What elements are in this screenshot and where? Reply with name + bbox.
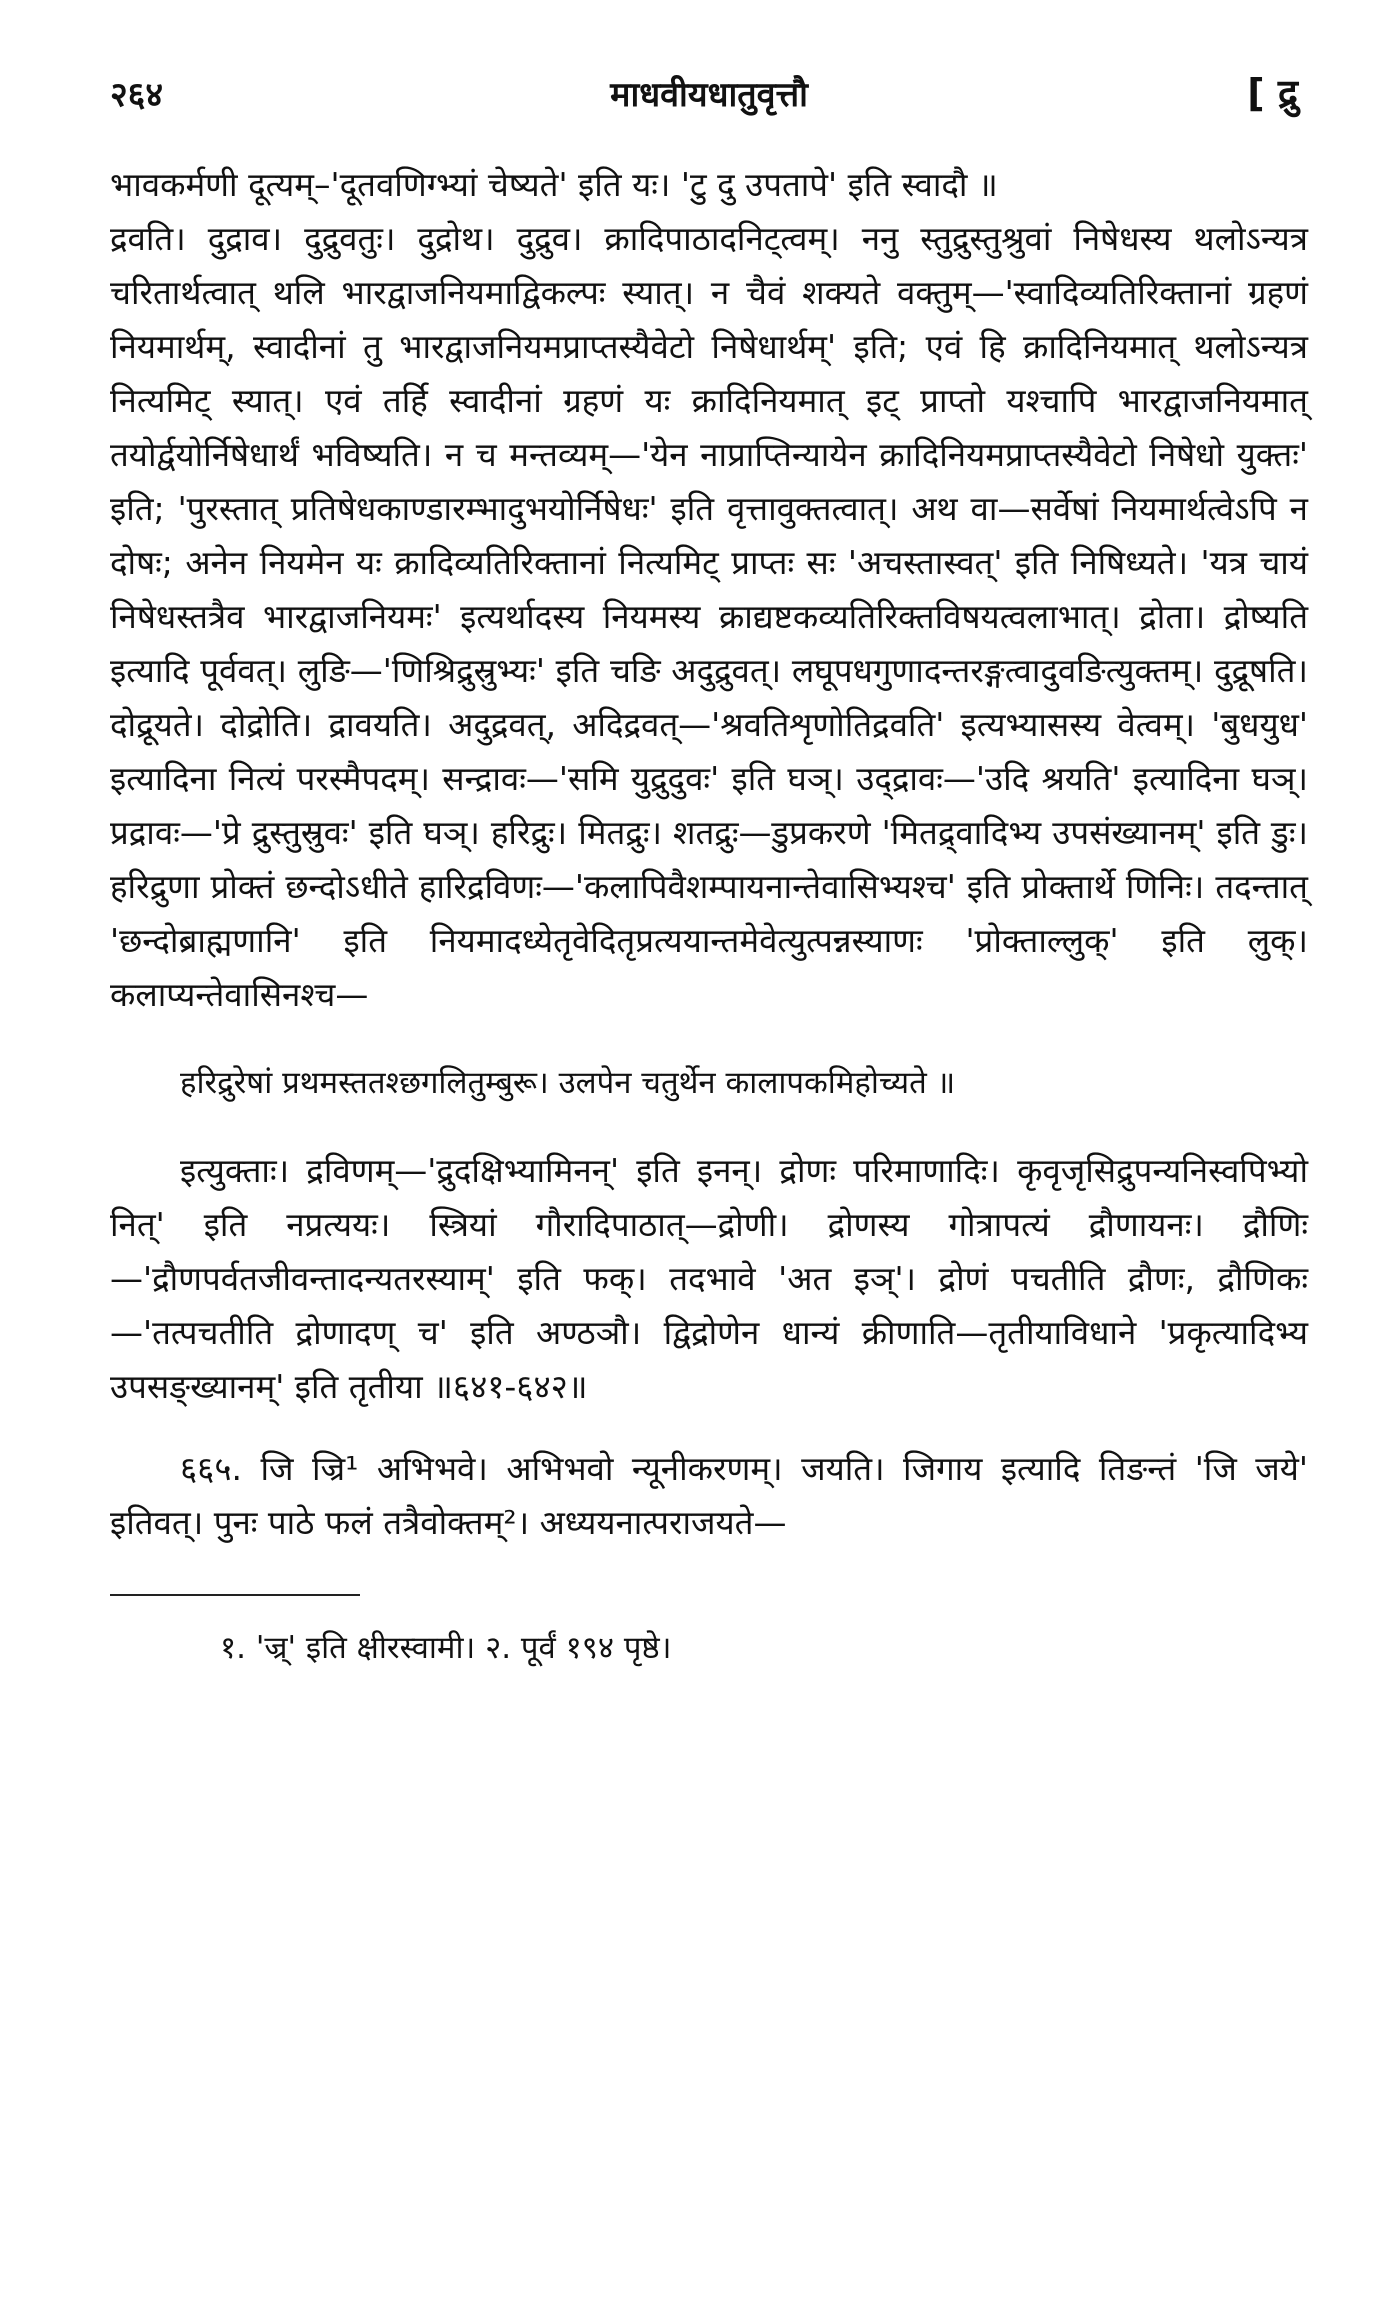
paragraph-main: द्रवति। दुद्राव। दुद्रुवतुः। दुद्रोथ। दुद्रुव। क्रादिपाठादनिट्त्वम्। ननु स्तुद्रुस्तुश्रुवां निषेधस्य थलोऽन्यत्र चरितार्थत्वात् थलि भारद्वाजनियमाद्विकल्पः स्यात्। न चैवं शक्यते वक्तुम्—'स्वादिव्यतिरिक्तानां ग्रहणं नियमार्थम्, स्वादीनां तु भारद्वाजनियमप्राप्तस्यैवेटो निषेधार्थम्' इति; एवं हि क्रादिनियमात् थलोऽन्यत्र नित्यमिट् स्यात्। एवं तर्हि स्वादीनां ग्रहणं यः क्रादिनियमात् इट् प्राप्तो यश्चापि भारद्वाजनियमात् तयोर्द्वयोर्निषेधार्थं भविष्यति। न च मन्तव्यम्—'येन नाप्राप्तिन्यायेन क्रादिनियमप्राप्तस्यैवेटो निषेधो युक्तः' इति; 'पुरस्तात् प्रतिषेधकाण्डारम्भादुभयोर्निषेधः' इति वृत्तावुक्तत्वात्। अथ वा—सर्वेषां नियमार्थत्वेऽपि न दोषः; अनेन नियमेन यः क्रादिव्यतिरिक्तानां नित्यमिट् प्राप्तः सः 'अचस्तास्वत्' इति निषिध्यते। 'यत्र चायं निषेधस्तत्रैव भारद्वाजनियमः' इत्यर्थादस्य नियमस्य क्राद्यष्टकव्यतिरिक्तविषयत्वलाभात्। द्रोता। द्रोष्यति इत्यादि पूर्ववत्। लुङि—'णिश्रिद्रुस्रुभ्यः' इति चङि अदुद्रुवत्। लघूपधगुणादन्तरङ्गत्वादुवङित्युक्तम्। दुद्रूषति। दोद्रूयते। दोद्रोति। द्रावयति। अदुद्रवत्, अदिद्रवत्—'श्रवतिशृणोतिद्रवति' इत्यभ्यासस्य वेत्वम्। 'बुधयुध' इत्यादिना नित्यं परस्मैपदम्। सन्द्रावः—'समि युद्रुदुवः' इति घञ्। उद्द्रावः—'उदि श्रयति' इत्यादिना घञ्। प्रद्रावः—'प्रे द्रुस्तुस्रुवः' इति घञ्। हरिद्रुः। मितद्रुः। शतद्रुः—डुप्रकरणे 'मितद्र्वादिभ्य उपसंख्यानम्' इति डुः। हरिद्रुणा प्रोक्तं छन्दोऽधीते हारिद्रविणः—'कलापिवैशम्पायनान्तेवासिभ्यश्च' इति प्रोक्तार्थे णिनिः। तदन्तात् 'छन्दोब्राह्मणानि' इति नियमादध्येतृवेदितृप्रत्ययान्तमेवेत्युत्पन्नस्याणः 'प्रोक्ताल्लुक्' इति लुक्। कलाप्यन्तेवासिनश्च— — [110, 219, 1308, 1014]
paragraph-intro: भावकर्मणी दूत्यम्–'दूतवणिग्भ्यां चेष्यते' इति यः। 'टु दु उपतापे' इति स्वादौ ॥ — [110, 165, 998, 204]
paragraph-gap — [110, 1414, 1308, 1442]
paragraph-after-verse: इत्युक्ताः। द्रविणम्—'द्रुदक्षिभ्यामिनन्' इति इनन्। द्रोणः परिमाणादिः। कृवृजृसिद्रुपन्यनिस्वपिभ्यो नित्' इति नप्रत्ययः। स्त्रियां गौरादिपाठात्—द्रोणी। द्रोणस्य गोत्रापत्यं द्रौणायनः। द्रौणिः—'द्रौणपर्वतजीवन्तादन्यतरस्याम्' इति फक्। तदभावे 'अत इञ्'। द्रोणं पचतीति द्रौणः, द्रौणिकः—'तत्पचतीति द्रोणादण् च' इति अण्ठञौ। द्विद्रोणेन धान्यं क्रीणाति—तृतीयाविधाने 'प्रकृत्यादिभ्य उपसङ्ख्यानम्' इति तृतीया ॥६४१-६४२॥ — [110, 1151, 1308, 1406]
verse: हरिद्रुरेषां प्रथमस्ततश्छगलितुम्बुरू। उलपेन चतुर्थेन कालापकमिहोच्यते ॥ — [180, 1065, 956, 1101]
running-title: माधवीयधातुवृत्तौ — [610, 75, 808, 115]
footnotes: १. 'ज्र्' इति क्षीरस्वामी। २. पूर्वं १९४ पृष्ठे। — [220, 1630, 672, 1666]
page-number: २६४ — [110, 75, 164, 115]
section-marker: [ द्रु — [1247, 71, 1298, 115]
paragraph-entry-665: ६६५. जि ज्रि¹ अभिभवे। अभिभवो न्यूनीकरणम्। जयति। जिगाय इत्यादि तिङन्तं 'जि जये' इतिवत्। पुनः पाठे फलं तत्रैवोक्तम्²। अध्ययनात्पराजयते— — [110, 1449, 1308, 1542]
page-header — [110, 70, 1308, 140]
footnote-divider — [110, 1594, 360, 1596]
body-text — [110, 158, 1308, 1550]
